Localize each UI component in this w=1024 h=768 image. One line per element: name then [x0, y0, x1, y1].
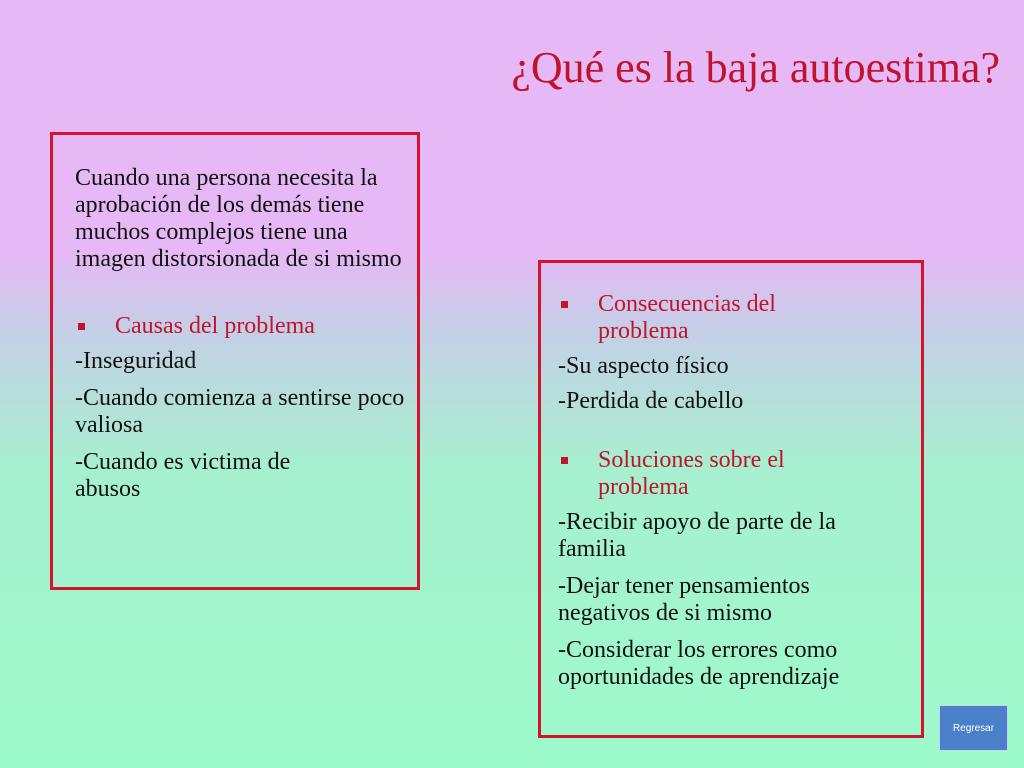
- square-bullet-icon: [78, 323, 85, 330]
- square-bullet-icon: [561, 457, 568, 464]
- consequence-item: -Su aspecto físico: [558, 353, 729, 379]
- slide-title: ¿Qué es la baja autoestima?: [511, 43, 1000, 92]
- cause-item: -Inseguridad: [75, 348, 197, 374]
- causes-box: [50, 132, 420, 590]
- solutions-heading: [558, 447, 838, 501]
- square-bullet-icon: [561, 301, 568, 308]
- spacer: [558, 425, 921, 447]
- intro-text: Cuando una persona necesita la aprobación de los demás tiene muchos complejos tiene una imagen distorsionada de si mismo: [75, 165, 402, 272]
- solution-item: -Dejar tener pensamientos negativos de si mismo: [558, 573, 810, 626]
- cause-item: -Cuando comienza a sentirse poco valiosa: [75, 385, 405, 438]
- consequence-item: -Perdida de cabello: [558, 388, 744, 414]
- consequences-solutions-box: [538, 260, 924, 738]
- cause-item: -Cuando es victima de abusos: [75, 449, 291, 502]
- solutions-heading-label: Soluciones sobre el problema: [598, 447, 785, 500]
- solution-item: -Considerar los errores como oportunidades de aprendizaje: [558, 637, 840, 690]
- consequences-heading-label: Consecuencias del problema: [598, 291, 776, 344]
- solution-item: -Recibir apoyo de parte de la familia: [558, 509, 836, 562]
- causes-heading: [75, 313, 417, 340]
- back-button[interactable]: Regresar: [939, 705, 1008, 751]
- consequences-heading: [558, 291, 828, 345]
- causes-heading-label: Causas del problema: [115, 313, 315, 339]
